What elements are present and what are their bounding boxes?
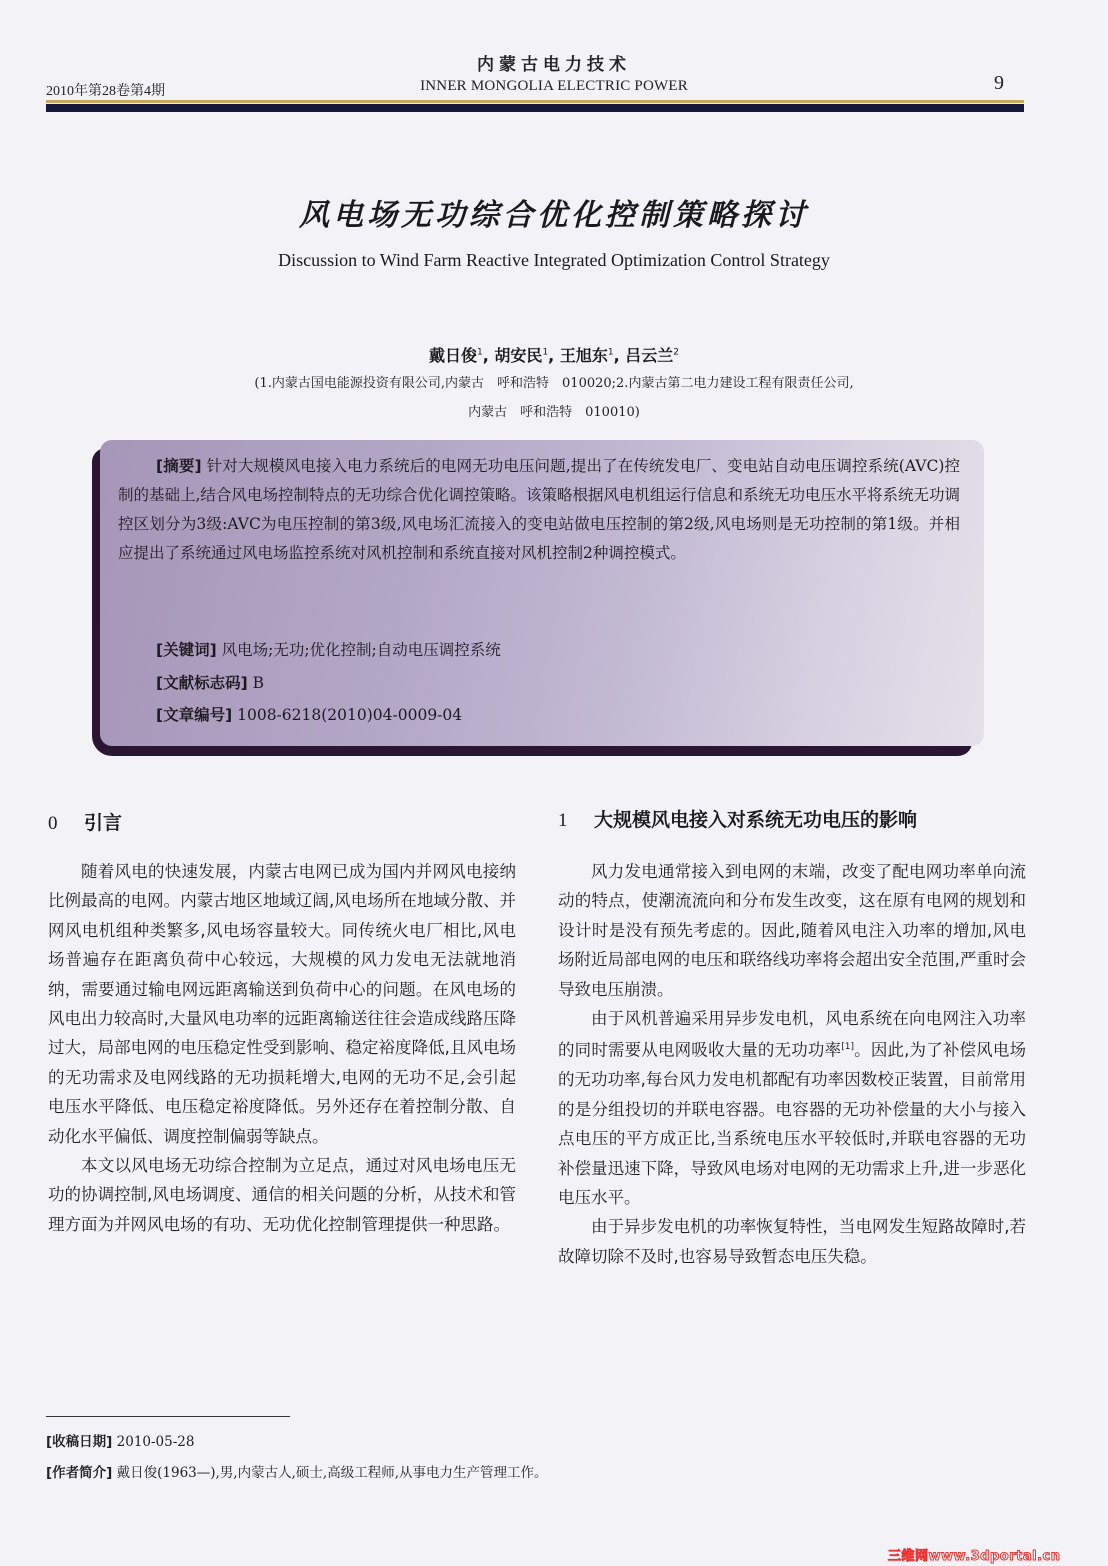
issue-info: 2010年第28卷第4期 — [46, 84, 165, 99]
paragraph: 由于异步发电机的功率恢复特性，当电网发生短路故障时,若故障切除不及时,也容易导致暂态电压失稳。 — [558, 1217, 1026, 1266]
author-name: 胡安民 — [494, 346, 543, 365]
author-bio-label: [作者简介] — [46, 1465, 113, 1481]
section-heading-introduction — [48, 808, 122, 835]
abstract-text: 针对大规模风电接入电力系统后的电网无功电压问题,提出了在传统发电厂、变电站自动电压调控系统(AVC)控制的基础上,结合风电场控制特点的无功综合优化调控策略。该策略根据风电机组运行信息和系统无功电压水平将系统无功调控区划分为3级:AVC为电压控制的第3级,风电场汇流接入的变电站做电压控制的第2级,风电场则是无功控制的第1级。并相应提出了系统通过风电场监控系统对风机控制和系统直接对风机控制2种调控模式。 — [118, 457, 960, 562]
left-column-body — [48, 857, 516, 1239]
author-bio-line — [46, 1461, 548, 1481]
section-number: 0 — [48, 813, 58, 834]
article-number-label: [文章编号] — [156, 706, 233, 724]
article-number: 1008-6218(2010)04-0009-04 — [237, 706, 463, 724]
document-code-label: [文献标志码] — [156, 674, 248, 692]
journal-title-en: INNER MONGOLIA ELECTRIC POWER — [420, 78, 688, 94]
section-title: 大规模风电接入对系统无功电压的影响 — [594, 809, 918, 831]
header-rule-navy — [46, 104, 1024, 112]
paragraph-text: 。 — [853, 1040, 871, 1060]
paragraph-text: 由于风机普遍采用异步发电机，风电系统在向电网注入功率的同时需要从电网吸收大量的无功功率 — [558, 1009, 1026, 1060]
journal-title-cn: 内蒙古电力技术 — [477, 55, 631, 75]
paragraph: 随着风电的快速发展，内蒙古电网已成为国内并网风电接纳比例最高的电网。内蒙古地区地域辽阔,风电场所在地域分散、并网风电机组种类繁多,风电场容量较大。同传统火电厂相比,风电场普遍存在距离负荷中心较远，大规模的风力发电无法就地消纳，需要通过输电网远距离输送到负荷中心的问题。在风电场的风电出力较高时,大量风电功率的远距离输送往往会造成线路压降过大，局部电网的电压稳定性受到影响、稳定裕度降低,且风电场的无功需求及电网线路的无功损耗增大,电网的无功不足,会引起电压水平降低、电压稳定裕度降低。另外还存在着控制分散、自动化水平偏低、调度控制偏弱等缺点。 — [48, 862, 516, 1146]
keywords-label: [关键词] — [156, 641, 217, 659]
author-affiliation-mark: 2 — [673, 347, 679, 358]
paragraph: 风力发电通常接入到电网的末端，改变了配电网功率单向流动的特点，使潮流流向和分布发生改变，这在原有电网的规划和设计时是没有预先考虑的。因此,随着风电注入功率的增加,风电场附近局部电网的电压和联络线功率将会超出安全范围,严重时会导致电压崩溃。 — [558, 862, 1026, 999]
received-date: 2010-05-28 — [116, 1434, 195, 1450]
received-date-label: [收稿日期] — [46, 1434, 113, 1450]
author-bio: 戴日俊(1963—),男,内蒙古人,硕士,高级工程师,从事电力生产管理工作。 — [116, 1465, 548, 1481]
paragraph — [558, 1004, 1026, 1212]
paper-title-cn: 风电场无功综合优化控制策略探讨 — [299, 198, 809, 233]
author-name: 王旭东 — [559, 346, 608, 365]
affiliation-line-1: (1.内蒙古国电能源投资有限公司,内蒙古 呼和浩特 010020;2.内蒙古第二电力建设工程有限责任公司, — [254, 376, 854, 391]
keywords-line — [156, 638, 501, 660]
paragraph-text: 因此,为了补偿风电场的无功功率,每台风力发电机都配有功率因数校正装置，目前常用的是分组投切的并联电容器。电容器的无功补偿量的大小与接入点电压的平方成正比,当系统电压水平较低时,并联电容器的无功补偿量迅速下降，导致风电场对电网的无功需求上升,进一步恶化电压水平。 — [558, 1040, 1027, 1207]
page-number: 9 — [994, 72, 1004, 94]
section-number: 1 — [558, 810, 568, 831]
header-rule-gold — [46, 100, 1024, 103]
abstract — [118, 452, 960, 568]
citation-reference: [1] — [841, 1042, 854, 1053]
author-list: 戴日俊$^1$, 胡安民$^1$, 王旭东$^1$, 吕云兰$^2$ — [429, 346, 679, 365]
author-name: 吕云兰 — [625, 346, 674, 365]
document-code: B — [252, 674, 264, 692]
author-name: 戴日俊 — [429, 346, 478, 365]
affiliation-line-2: 内蒙古 呼和浩特 010010) — [468, 405, 640, 420]
paper-title-en: Discussion to Wind Farm Reactive Integrated Optimization Control Strategy — [278, 250, 830, 270]
article-number-line — [156, 703, 462, 725]
document-code-line — [156, 671, 264, 693]
received-date-line — [46, 1430, 194, 1450]
watermark: 三维网www.3dportal.cn — [888, 1549, 1061, 1564]
section-heading-impact — [558, 805, 917, 832]
author-affiliation-mark: 1 — [477, 347, 483, 358]
right-column-body — [558, 857, 1026, 1271]
footnote-divider — [46, 1416, 290, 1417]
abstract-label: [摘要] — [156, 457, 202, 475]
section-title: 引言 — [84, 812, 123, 834]
keywords: 风电场;无功;优化控制;自动电压调控系统 — [221, 641, 501, 659]
paragraph: 本文以风电场无功综合控制为立足点，通过对风电场电压无功的协调控制,风电场调度、通信的相关问题的分析，从技术和管理方面为并网风电场的有功、无功优化控制管理提供一种思路。 — [48, 1156, 516, 1234]
author-affiliation-mark: 1 — [542, 347, 549, 358]
author-affiliation-mark: 1 — [607, 347, 614, 358]
